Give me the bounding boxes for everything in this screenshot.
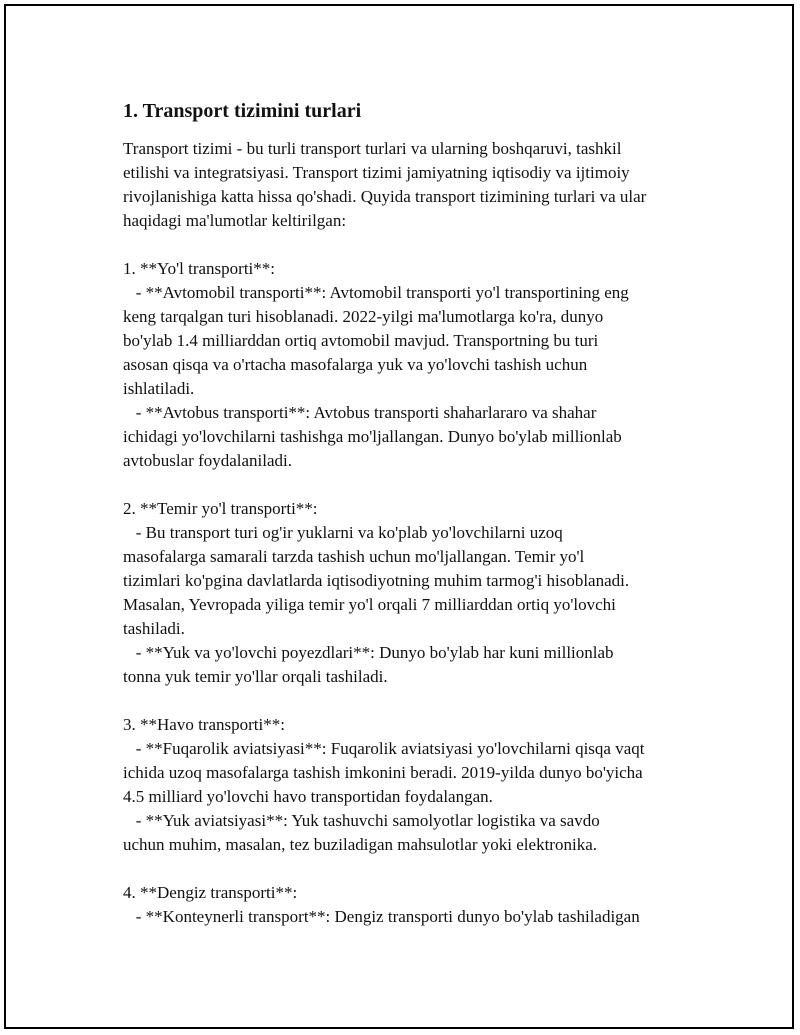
blank-line [123,473,693,497]
blank-line [123,857,693,881]
list-heading-sea-transport: 4. **Dengiz transporti**: [123,883,298,902]
text-line: 4.5 milliard yo'lovchi havo transportidan foydalangan. [123,787,493,806]
text-line: ishlatiladi. [123,379,195,398]
text-line: keng tarqalgan turi hisoblanadi. 2022-yilgi ma'lumotlarga ko'ra, dunyo [123,307,604,326]
text-line: tonna yuk temir yo'llar orqali tashiladi. [123,667,388,686]
text-line: rivojlanishiga katta hissa qo'shadi. Quyida transport tizimining turlari va ular [123,187,647,206]
text-line: - **Yuk va yo'lovchi poyezdlari**: Dunyo bo'ylab har kuni millionlab [123,643,614,662]
text-line: asosan qisqa va o'rtacha masofalarga yuk va yo'lovchi tashish uchun [123,355,588,374]
text-line: - **Yuk aviatsiyasi**: Yuk tashuvchi samolyotlar logistika va savdo [123,811,600,830]
document-content [123,99,693,929]
text-line: - **Konteynerli transport**: Dengiz transporti dunyo bo'ylab tashiladigan [123,907,640,926]
text-line: - **Avtobus transporti**: Avtobus transporti shaharlararo va shahar [123,403,597,422]
text-line: bo'ylab 1.4 milliarddan ortiq avtomobil mavjud. Transportning bu turi [123,331,599,350]
text-line: - Bu transport turi og'ir yuklarni va ko'plab yo'lovchilarni uzoq [123,523,563,542]
text-line: Masalan, Yevropada yiliga temir yo'l orqali 7 milliarddan ortiq yo'lovchi [123,595,616,614]
list-heading-road-transport: 1. **Yo'l transporti**: [123,259,275,278]
text-line: avtobuslar foydalaniladi. [123,451,293,470]
list-heading-air-transport: 3. **Havo transporti**: [123,715,285,734]
text-line: - **Fuqarolik aviatsiyasi**: Fuqarolik aviatsiyasi yo'lovchilarni qisqa vaqt [123,739,645,758]
list-heading-rail-transport: 2. **Temir yo'l transporti**: [123,499,318,518]
text-line: etilishi va integratsiyasi. Transport tizimi jamiyatning iqtisodiy va ijtimoiy [123,163,630,182]
section-heading: 1. Transport tizimini turlari [123,100,362,122]
text-line: haqidagi ma'lumotlar keltirilgan: [123,211,347,230]
text-line: ichida uzoq masofalarga tashish imkonini beradi. 2019-yilda dunyo bo'yicha [123,763,643,782]
document-body [123,137,693,929]
text-line: uchun muhim, masalan, tez buziladigan mahsulotlar yoki elektronika. [123,835,597,854]
text-line: ichidagi yo'lovchilarni tashishga mo'ljallangan. Dunyo bo'ylab millionlab [123,427,622,446]
text-line: - **Avtomobil transporti**: Avtomobil transporti yo'l transportining eng [123,283,629,302]
text-line: tashiladi. [123,619,185,638]
text-line: masofalarga samarali tarzda tashish uchun mo'ljallangan. Temir yo'l [123,547,585,566]
text-line: Transport tizimi - bu turli transport turlari va ularning boshqaruvi, tashkil [123,139,622,158]
blank-line [123,689,693,713]
blank-line [123,233,693,257]
text-line: tizimlari ko'pgina davlatlarda iqtisodiyotning muhim tarmog'i hisoblanadi. [123,571,630,590]
page-frame [4,4,794,1029]
